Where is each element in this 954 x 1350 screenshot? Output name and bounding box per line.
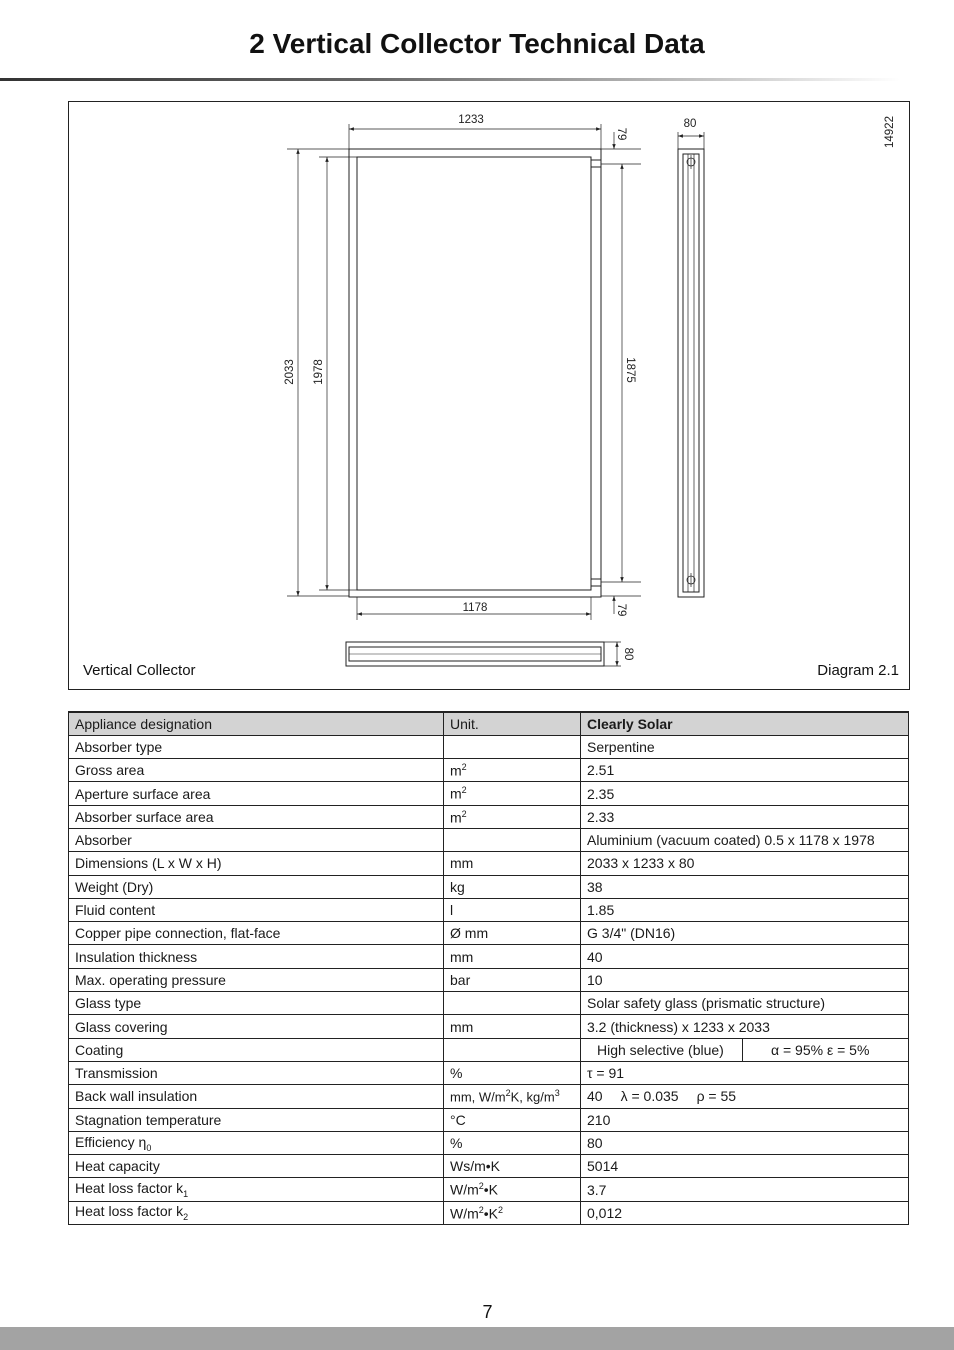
drawing-number: 14922 — [884, 116, 896, 148]
table-row: Heat loss factor $k_1$ $W/m^2•K$ 3.7 — [69, 1178, 909, 1201]
collector-inner-frame — [357, 157, 591, 590]
table-row: Aperture surface area $m^2$ 2.35 — [69, 782, 909, 805]
coating-values: α = 95% ε = 5% — [771, 1041, 870, 1058]
diagram-number: Diagram 2.1 — [817, 662, 899, 679]
dim-inner-width: 1178 — [462, 602, 488, 614]
table-row: Heat loss factor $k_2$ $W/m^2•K^2$ 0,012 — [69, 1201, 909, 1224]
bottom-connection — [591, 579, 601, 586]
table-row: Back wall insulation mm, $W/m^2K$, $kg/m^3$ 40 λ = 0.035 ρ = 55 — [69, 1085, 909, 1108]
table-row: Gross area $m^2$ 2.51 — [69, 759, 909, 782]
dim-connection-spacing: 1875 — [624, 357, 636, 383]
table-row: Transmission % τ = 91 — [69, 1061, 909, 1084]
table-row: Coating High selective (blue) α = 95% ε = 5% — [69, 1038, 909, 1061]
page-title: 2 Vertical Collector Technical Data — [249, 28, 705, 59]
dim-depth-side: 80 — [683, 118, 697, 130]
table-row: Absorber type Serpentine — [69, 735, 909, 758]
collector-outer-frame — [349, 149, 601, 597]
footer-bar — [0, 1327, 954, 1350]
side-view-outer — [678, 149, 704, 597]
table-header-row — [69, 712, 909, 735]
table-row: Heat capacity Ws/m•K 5014 — [69, 1155, 909, 1178]
collector-drawing — [69, 102, 911, 691]
technical-data-table — [68, 711, 909, 1225]
technical-diagram — [68, 101, 910, 690]
dim-top-offset: 79 — [615, 127, 627, 141]
table-row: Weight (Dry) kg 38 — [69, 875, 909, 898]
table-row: Max. operating pressure bar 10 — [69, 968, 909, 991]
top-connection — [591, 160, 601, 167]
table-row: Glass covering mm 3.2 (thickness) x 1233 x 2033 — [69, 1015, 909, 1038]
header-unit: Unit. — [444, 712, 581, 735]
title-divider — [0, 78, 900, 81]
table-row: Fluid content l 1.85 — [69, 898, 909, 921]
table-row: Insulation thickness mm 40 — [69, 945, 909, 968]
dim-inner-height: 1978 — [313, 359, 325, 385]
table-row: Stagnation temperature °C 210 — [69, 1108, 909, 1131]
header-product: Clearly Solar — [581, 712, 909, 735]
table-row: Dimensions (L x W x H) mm 2033 x 1233 x 80 — [69, 852, 909, 875]
dim-bottom-offset: 79 — [615, 603, 627, 617]
dim-depth-bottom: 80 — [622, 647, 634, 661]
side-view-inner — [683, 154, 699, 592]
table-row: Absorber Aluminium (vacuum coated) 0.5 x 1178 x 1978 — [69, 828, 909, 851]
table-row: Absorber surface area $m^2$ 2.33 — [69, 805, 909, 828]
dim-total-width: 1233 — [458, 114, 484, 126]
header-designation: Appliance designation — [69, 712, 444, 735]
page-number: 7 — [482, 1302, 493, 1322]
table-row: Copper pipe connection, flat-face Ø mm G 3/4" (DN16) — [69, 922, 909, 945]
diagram-caption: Vertical Collector — [83, 662, 196, 679]
coating-type: High selective (blue) — [581, 1039, 743, 1061]
table-row: Efficiency $\eta_0$ % 80 — [69, 1131, 909, 1154]
dim-total-height: 2033 — [284, 359, 296, 385]
table-row: Glass type Solar safety glass (prismatic structure) — [69, 992, 909, 1015]
